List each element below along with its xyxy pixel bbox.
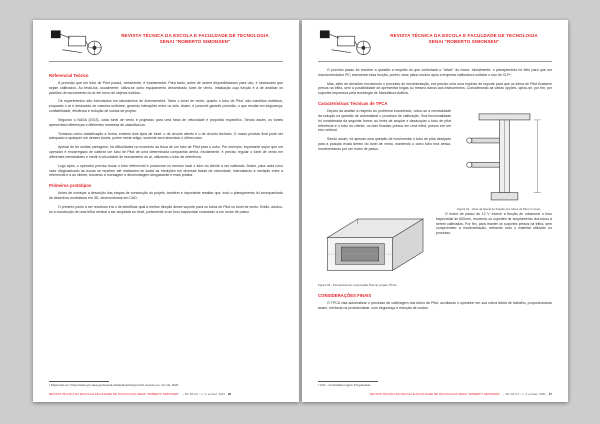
footnote-area [49, 381, 283, 388]
right-page-footer [318, 392, 552, 396]
figure-03 [318, 212, 430, 288]
column-text [318, 109, 451, 156]
paragraph: Apesar de ter muitas vantagens, há dificuldades no momento da troca de um tubo de Pitot para o outro. Por exemplo, importante supor que um operador é encarregado de calibrar um tubo de Pitot de uma determinada companhia aérea. Inicialmente, é preciso regular o túnel de vento em diferentes intensidades e medir a velocidade de escoamento do ar, utilizando o tubo de referência. [49, 145, 283, 159]
column-text [436, 212, 552, 240]
paragraph: Sendo assim, foi apenas uma questão de movimentar o tubo de pitot desejado para a posição exata dentro do túnel de vento, mantendo o outro tubo fora dessa, movimentando por um motor de passo. [318, 137, 451, 151]
paragraph: Os experimentos são executados em laboratórios de Anemometria. Tanto o túnel de vento, quanto o tubo de Pitot, são mantidos estáticos, enquanto o ar é deslocado de maneira uniforme, gerando interações entre os dois. Assim, é possível garantir precisão, o que resulta em segurança, confiabilidade, eficiência e redução de custos de projeto. [49, 99, 283, 114]
paragraph: Logo após, o operador precisa trocar o tubo referencial e posicionar no mesmo local o tubo do cliente a ser calibrado. Assim, para cada novo valor diagnosticado as trocas se repetem até realizarem-se todas as medições em diversas faixas de velocidade, intercalando a medição entre a referencial e a do cliente, tornando a montagem e desmontagem desgastante e mais prática. [49, 163, 283, 178]
paragraph: Mas, além de decisões envolvendo o processo de movimentação, era preciso criar uma espécie de suporte para que os tubos de Pitot ficassem presos na trilha, sem a possibilidade de apresentar folgas ou mesmo danos aos instrumentos. Considerando as várias opções, optou-se, por fim, por suportes impressos pela tecnologia de Manufatura Aditiva. [318, 81, 552, 96]
left-page-footer [49, 392, 283, 396]
header-illustration-icon [318, 28, 376, 58]
right-page-header [318, 28, 552, 58]
journal-title-line2: SENAI "ROBERTO SIMONSEN" [159, 38, 231, 44]
paragraph: Tomando como classificação a forma, existem dois tipos de túnel: o de circuito aberto e o de circuito fechado. O nosso produto final pode ser adequado a qualquer um desses túneis, porém neste artigo, somente será abordado o último caso. [49, 131, 283, 141]
section-heading-prototipos: Primeiros protótipos [49, 183, 92, 189]
footnote-text: ² Disponível em: https://www.grc.nasa.gov/www/k-12/airplane/tuntype.html. Acesso em: 14 mar. 2020. [49, 383, 179, 388]
journal-title-line1: REVISTA TÉCNICA DA ESCOLA E FACULDADE DE TECNOLOGIA [121, 33, 269, 38]
paragraph: Depois da análise a respeito do problema encontrado, notou-se a necessidade da solução na questão de automatizar o processo de calibração. Sua funcionalidade foi considerada da seguinte forma: ao invés de acoplar e desacoplar o tubo de pitot referência e o tubo do cliente, os dois ficariam presos em uma trilha, presos em um eixo vertical. [318, 109, 451, 133]
paragraph: A precisão que um tubo de Pitot possui, certamente, é fundamental. Para tanto, antes de serem disponibilizados para uso, é necessário que sejam calibrados. Ao testá-los, usualmente, utiliza-se outro equipamento denominado túnel de vento. Instalação cuja função é a de analisar os padrões de escoamento do ar em torno de objetos sólidos². [49, 81, 283, 95]
footer-meta: – SP, PA 4.0 – n. 3, jul./dez. 2021 [182, 392, 225, 396]
paragraph: Antes de começar a descrição das etapas de construção do projeto, também é importante resaltar que, todo o planejamento foi acompanhado de desenhos modelados em 3D, desenvolvidos em CAD. [49, 191, 283, 201]
page-number: 27 [548, 392, 552, 396]
text-figure-row [318, 109, 552, 212]
paragraph: Segundo a NASA (2013), cada túnel de vento é projetado para uma faixa de velocidade e propósito específico. Sendo assim, os túneis apresentam diferenças e diferentes maneiras de classificá-los. [49, 117, 283, 127]
figure-text-row [318, 212, 552, 288]
figure-02-image [457, 109, 552, 206]
paragraph: O motor de passo de 12 V, exerce a função de rotacionar o fuso trapezoidal de 600mm, movendo os suportes de acoplamento dos tubos a serem calibrados. Por fim, para manter os suportes presos na trilha, sem comprometer a movimentação, retirando todo o material utilizado no processo. [436, 211, 552, 236]
figure-02 [457, 109, 552, 212]
page-number: 26 [227, 392, 232, 396]
header-divider [49, 61, 283, 62]
section-heading-referencial: Referencial Teórico [49, 73, 89, 78]
journal-title-line1: REVISTA TÉCNICA DA ESCOLA E FACULDADE DE TECNOLOGIA [390, 33, 538, 38]
footer-journal-title: REVISTA TÉCNICA DA ESCOLA E FACULDADE DE TECNOLOGIA SENAI "ROBERTO SIMONSEN" [369, 392, 501, 396]
footer-meta: – SP, PA 4.0 – n. 3, jul./dez. 2021 [503, 392, 546, 396]
journal-title [376, 33, 552, 45]
left-page-body [49, 68, 283, 379]
journal-title [107, 33, 283, 45]
journal-title-line2: SENAI "ROBERTO SIMONSEN" [428, 38, 500, 44]
paragraph: O TPCA visa automatizar o processo de calibragem dos tubos de Pitot, auxiliando o operador em sua rotina diária de trabalho, proporcionando assim, melhoria na produtividade, com segurança e redução de custos. [318, 300, 552, 310]
figure-03-caption: Figura 03 - Perspectiva da composição final do projeto TPCA. [318, 282, 398, 287]
paragraph: O primeiro ponto a ser resolvido era o de identificar qual a melhor direção desse suporte para os tubos de Pitot no túnel de vento. Então, adotou-se a construção de uma trilha vertical a ser acoplada ao túnel, juntamente a um fuso trapezoidal conectado a um motor de passo. [49, 204, 283, 214]
footnote-area [318, 381, 552, 388]
footnote-text: ³ CLP – Controlador Lógico Programável. [318, 383, 371, 388]
figure-02-caption: Figura 02 - Vista da lateral de fixação dos tubos de Pitot no túnel. [457, 207, 541, 212]
footer-journal-title: REVISTA TÉCNICA DA ESCOLA E FACULDADE DE TECNOLOGIA SENAI "ROBERTO SIMONSEN" [49, 392, 180, 396]
section-heading-consideracoes: CONSIDERAÇÕES FINAIS [318, 292, 372, 298]
header-divider [318, 61, 552, 62]
paragraph: O próximo passo foi resolver a questão a respeito do que controlaria o "driver" do motor. Inicialmente, o planejamento foi feito para que um microcontrolador PIC exercesse essa função, porém, esse plano mudou após a empresa calibradora solicitar o uso de CLP³. [318, 68, 552, 77]
right-page [302, 20, 568, 402]
figure-03-image [318, 212, 430, 282]
left-page [33, 20, 299, 402]
header-illustration-icon [49, 28, 107, 58]
section-heading-caracteristicas: Características Técnicas de TPCA [318, 101, 388, 107]
footnote-divider [49, 381, 109, 382]
left-page-header [49, 28, 283, 58]
right-page-body [318, 68, 552, 379]
footnote-divider [318, 381, 378, 382]
